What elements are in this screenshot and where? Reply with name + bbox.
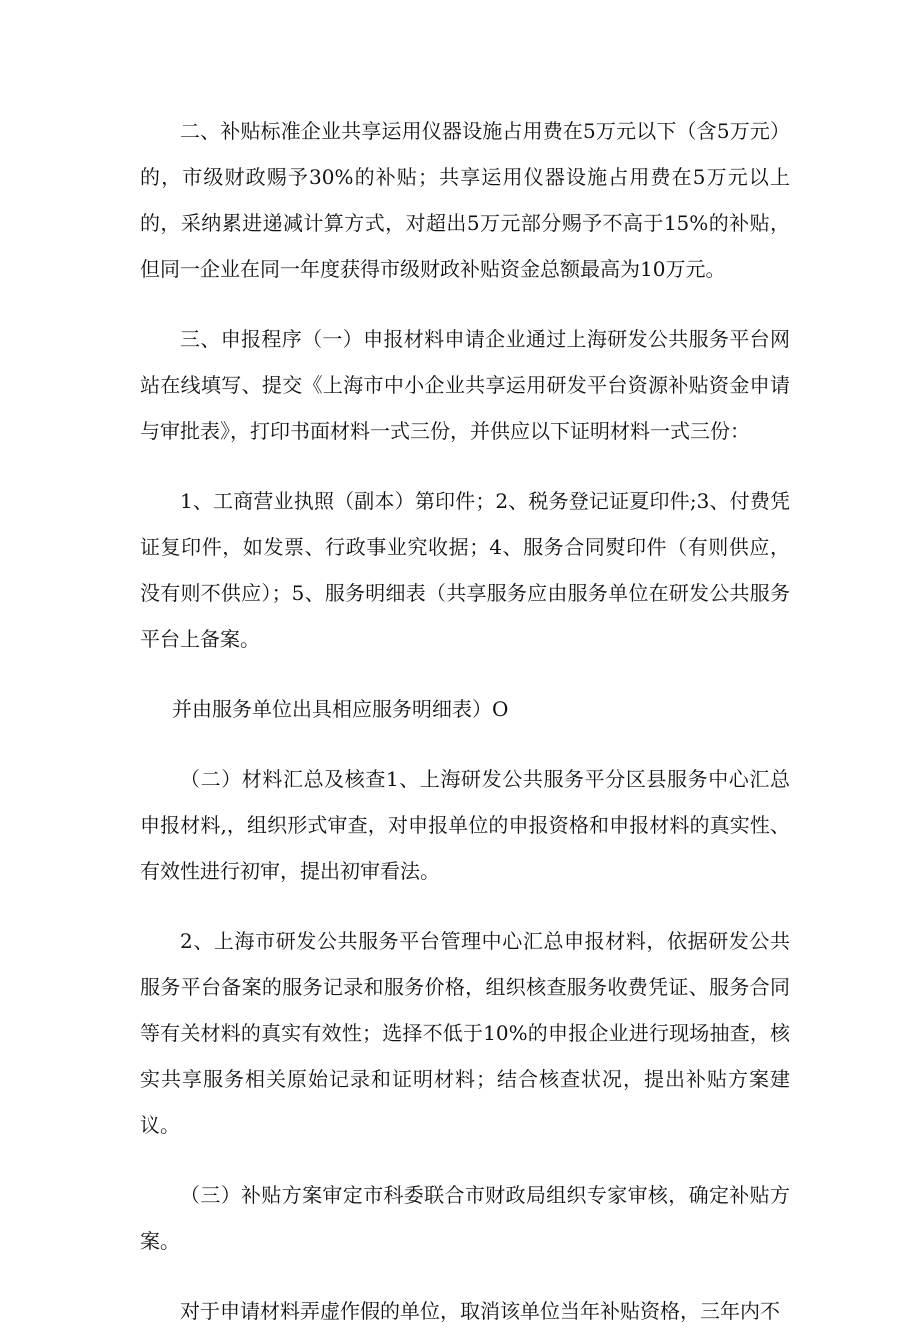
paragraph-subsidy-standard: 二、补贴标准企业共享运用仪器设施占用费在5万元以下（含5万元）的，市级财政赐予30%的补贴；共享运用仪器设施占用费在5万元以上的，采纳累进递减计算方式，对超出5万元部分赐予不高于15%的补贴，但同一企业在同一年度获得市级财政补贴资金总额最高为10万元。 bbox=[140, 119, 790, 281]
paragraph-gap bbox=[140, 292, 790, 316]
paragraph-gap bbox=[140, 662, 790, 686]
paragraph-material-summary-review: （二）材料汇总及核查1、上海研发公共服务平分区县服务中心汇总申报材料,，组织形式审查，对申报单位的申报资格和申报材料的真实性、有效性进行初审，提出初审看法。 bbox=[140, 767, 790, 883]
paragraph-gap bbox=[140, 454, 790, 478]
document-body bbox=[140, 108, 790, 1334]
paragraph-gap bbox=[140, 732, 790, 756]
paragraph-required-documents: 1、工商营业执照（副本）第印件；2、税务登记证夏印件;3、付费凭证复印件，如发票、行政事业究收据；4、服务合同熨印件（有则供应，没有则不供应）；5、服务明细表（共享服务应由服务单位在研发公共服务平台上备案。 bbox=[140, 489, 790, 651]
paragraph-gap bbox=[140, 894, 790, 918]
paragraph-application-procedure: 三、申报程序（一）申报材料申请企业通过上海研发公共服务平台网站在线填写、提交《上海市中小企业共享运用研发平台资源补贴资金申请与审批表》，打印书面材料一式三份，并供应以下证明材料一式三份： bbox=[140, 327, 790, 443]
paragraph-gap bbox=[140, 1148, 790, 1172]
paragraph-service-detail-note: 并由服务单位出具相应服务明细表）O bbox=[172, 697, 509, 721]
paragraph-subsidy-plan-approval: （三）补贴方案审定市科委联合市财政局组织专家审核，确定补贴方案。 bbox=[140, 1183, 790, 1253]
paragraph-fraud-penalty: 对于申请材料弄虚作假的单位，取消该单位当年补贴资格，三年内不 bbox=[180, 1299, 780, 1323]
paragraph-platform-center-review: 2、上海市研发公共服务平台管理中心汇总申报材料，依据研发公共服务平台备案的服务记录和服务价格，组织核查服务收费凭证、服务合同等有关材料的真实有效性；选择不低于10%的申报企业进行现场抽查，核实共享服务相关原始记录和证明材料；结合核查状况，提出补贴方案建议。 bbox=[140, 929, 790, 1137]
paragraph-gap bbox=[140, 1264, 790, 1288]
